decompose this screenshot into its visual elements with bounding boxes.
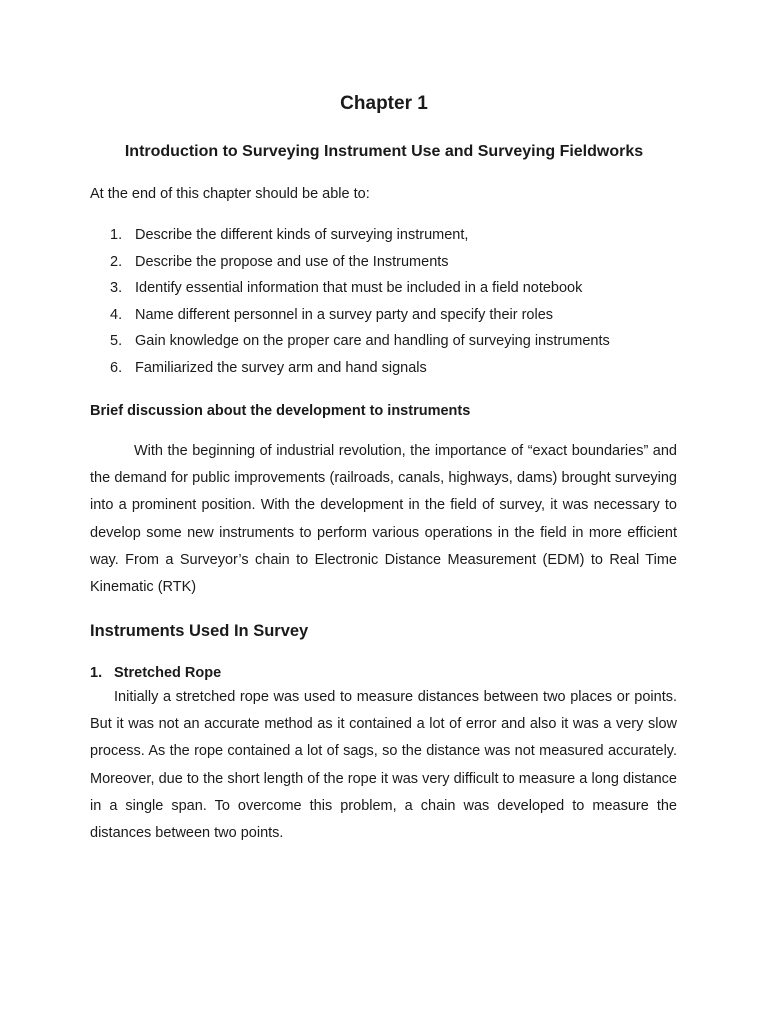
- chapter-heading: Chapter 1: [340, 93, 428, 114]
- list-item-text: Identify essential information that must be included in a field notebook: [135, 280, 583, 297]
- list-item-text: Describe the different kinds of surveying instrument,: [135, 227, 469, 243]
- list-item: [110, 251, 610, 278]
- list-item-text: Describe the propose and use of the Instruments: [135, 253, 449, 270]
- list-item-number: 4.: [110, 306, 123, 323]
- list-item-text: Gain knowledge on the proper care and handling of surveying instruments: [135, 333, 610, 350]
- instrument-item-heading: [90, 662, 221, 684]
- chapter-title: Introduction to Surveying Instrument Use and Surveying Fieldworks: [124, 143, 644, 160]
- brief-discussion-heading: Brief discussion about the development to instruments: [90, 403, 471, 419]
- list-item: [110, 277, 610, 304]
- list-item: [110, 304, 610, 331]
- instrument-item-paragraph: Initially a stretched rope was used to measure distances between two places or points. But it was not an accurate method as it contained a lot of error and also it was a very slow process. As the rope contained a lot of sags, so the distance was not measured accurately. Moreover, due to the short length of the rope it was very difficult to measure a long distance in a single span. To overcome this problem, a chain was developed to measure the distances between two points.: [90, 689, 677, 842]
- list-item-number: 5.: [110, 333, 123, 350]
- learning-objectives-list: [110, 224, 610, 384]
- list-item-number: 6.: [110, 359, 123, 376]
- list-item: [110, 224, 610, 251]
- brief-discussion-paragraph: With the beginning of industrial revolution, the importance of “exact boundaries” and the demand for public improvements (railroads, canals, highways, dams) brought surveying into a prominent position. With the development in the field of survey, it was necessary to develop some new instruments to perform various operations in the field in more efficient way. From a Surveyor’s chain to Electronic Distance Measurement (EDM) to Real Time Kinematic (RTK): [90, 443, 677, 596]
- list-item-number: 3.: [110, 280, 123, 297]
- list-item: [110, 357, 610, 384]
- list-item-number: 2.: [110, 253, 123, 270]
- learning-objectives-intro: At the end of this chapter should be able to:: [90, 186, 370, 202]
- instrument-item-number: 1.: [90, 665, 103, 681]
- instrument-item-title: Stretched Rope: [114, 665, 222, 681]
- list-item-text: Familiarized the survey arm and hand signals: [135, 359, 427, 376]
- list-item-text: Name different personnel in a survey party and specify their roles: [135, 306, 554, 323]
- list-item: [110, 330, 610, 357]
- list-item-number: 1.: [110, 227, 123, 243]
- instruments-section-heading: Instruments Used In Survey: [90, 622, 309, 640]
